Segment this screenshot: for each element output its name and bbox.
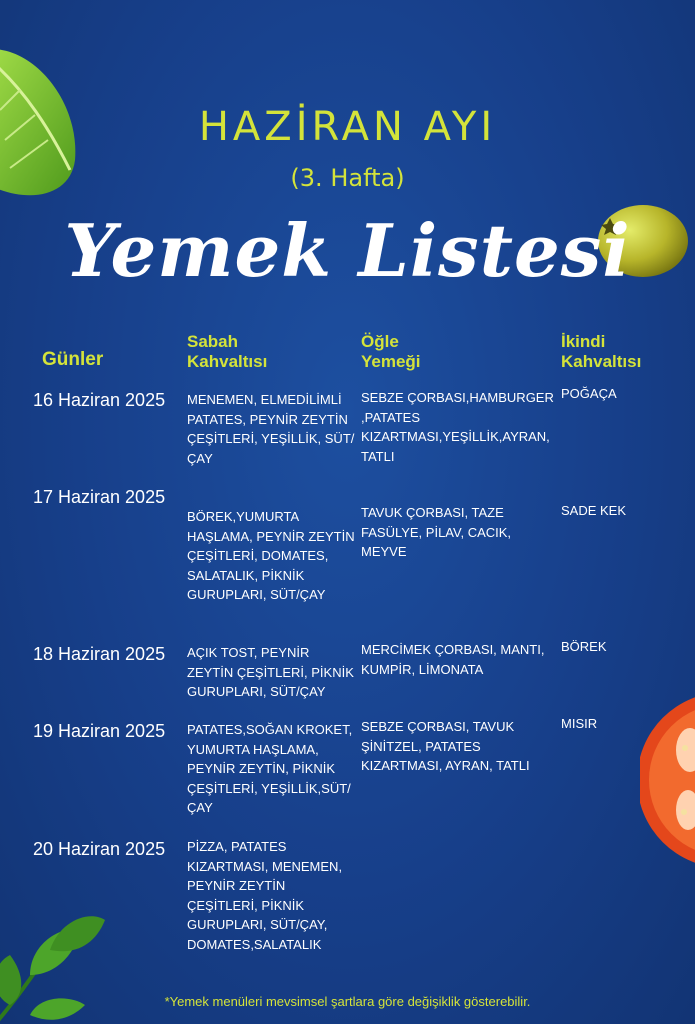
row-snack: POĞAÇA <box>561 386 617 401</box>
column-days-label: Günler <box>42 349 104 370</box>
row-day: 17 Haziran 2025 <box>33 487 166 507</box>
page-title: HAZİRAN AYI <box>198 104 497 150</box>
column-breakfast <box>187 332 267 372</box>
row-day: 20 Haziran 2025 <box>33 839 166 859</box>
row-day: 19 Haziran 2025 <box>33 721 166 741</box>
row-breakfast: PATATES,SOĞAN KROKET, YUMURTA HAŞLAMA, PEYNİR ZEYTİN, PİKNİK ÇEŞİTLERİ, YEŞİLLİK,SÜT/ÇAY <box>187 722 353 815</box>
week-subtitle: (3. Hafta) <box>290 164 405 192</box>
footer-note: *Yemek menüleri mevsimsel şartlara göre değişiklik gösterebilir. <box>164 994 531 1009</box>
column-lunch-line2: Yemeği <box>361 352 421 371</box>
column-snack-line2: Kahvaltısı <box>561 352 642 371</box>
row-lunch: SEBZE ÇORBASI,HAMBURGER ,PATATES KIZARTMASI,YEŞİLLİK,AYRAN, TATLI <box>361 390 554 464</box>
row-breakfast: AÇIK TOST, PEYNİR ZEYTİN ÇEŞİTLERİ, PİKNİK GURUPLARI, SÜT/ÇAY <box>187 645 354 699</box>
row-breakfast: MENEMEN, ELMEDİLİMLİ PATATES, PEYNİR ZEYTİN ÇEŞİTLERİ, YEŞİLLİK, SÜT/ÇAY <box>187 392 355 466</box>
column-days <box>42 350 103 370</box>
column-breakfast-line2: Kahvaltısı <box>187 352 268 371</box>
row-lunch: TAVUK ÇORBASI, TAZE FASÜLYE, PİLAV, CACIK, MEYVE <box>361 505 512 559</box>
row-breakfast: PİZZA, PATATES KIZARTMASI, MENEMEN, PEYNİR ZEYTİN ÇEŞİTLERİ, PİKNİK GURUPLARI, SÜT/ÇAY, DOMATES,SALATALIK <box>187 839 343 952</box>
column-breakfast-line1: Sabah <box>187 332 239 351</box>
column-lunch <box>361 332 421 372</box>
row-day: 18 Haziran 2025 <box>33 644 166 664</box>
column-lunch-line1: Öğle <box>361 332 399 351</box>
row-lunch: SEBZE ÇORBASI, TAVUK ŞİNİTZEL, PATATES KIZARTMASI, AYRAN, TATLI <box>361 719 530 773</box>
column-snack-line1: İkindi <box>561 332 606 351</box>
row-breakfast: BÖREK,YUMURTA HAŞLAMA, PEYNİR ZEYTİN ÇEŞİTLERİ, DOMATES, SALATALIK, PİKNİK GURUPLARI, SÜT/ÇAY <box>187 509 355 602</box>
row-snack: SADE KEK <box>561 503 627 518</box>
row-snack: BÖREK <box>561 639 607 654</box>
row-lunch: MERCİMEK ÇORBASI, MANTI, KUMPİR, LİMONATA <box>361 642 545 677</box>
menu-script-title: Yemek Listesi <box>64 208 631 293</box>
row-day: 16 Haziran 2025 <box>33 390 166 410</box>
column-snack <box>561 332 641 372</box>
row-snack: MISIR <box>561 716 598 731</box>
